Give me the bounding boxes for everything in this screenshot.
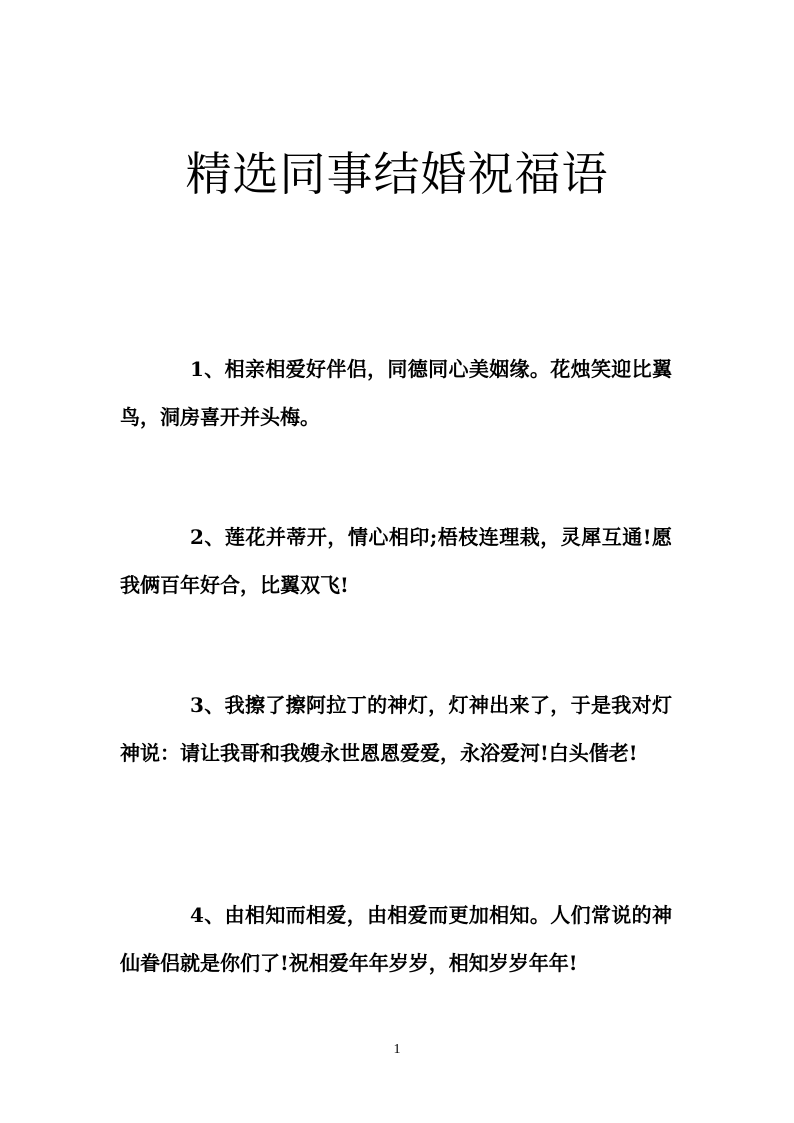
- page-title: 精选同事结婚祝福语: [185, 147, 609, 201]
- page-number: 1: [393, 1042, 401, 1057]
- blessing-paragraph-4: 4、由相知而相爱，由相爱而更加相知。人们常说的神仙眷侣就是你们了!祝相爱年年岁岁，相知岁岁年年!: [120, 903, 672, 975]
- blessing-paragraph-2: 2、莲花并蒂开，情心相印;梧枝连理栽，灵犀互通!愿我俩百年好合，比翼双飞!: [120, 525, 672, 597]
- blessing-paragraph-1: 1、相亲相爱好伴侣，同德同心美姻缘。花烛笑迎比翼鸟，洞房喜开并头梅。: [120, 357, 672, 429]
- blessing-paragraph-3: 3、我擦了擦阿拉丁的神灯，灯神出来了，于是我对灯神说：请让我哥和我嫂永世恩恩爱爱，永浴爱河!白头偕老!: [120, 693, 672, 765]
